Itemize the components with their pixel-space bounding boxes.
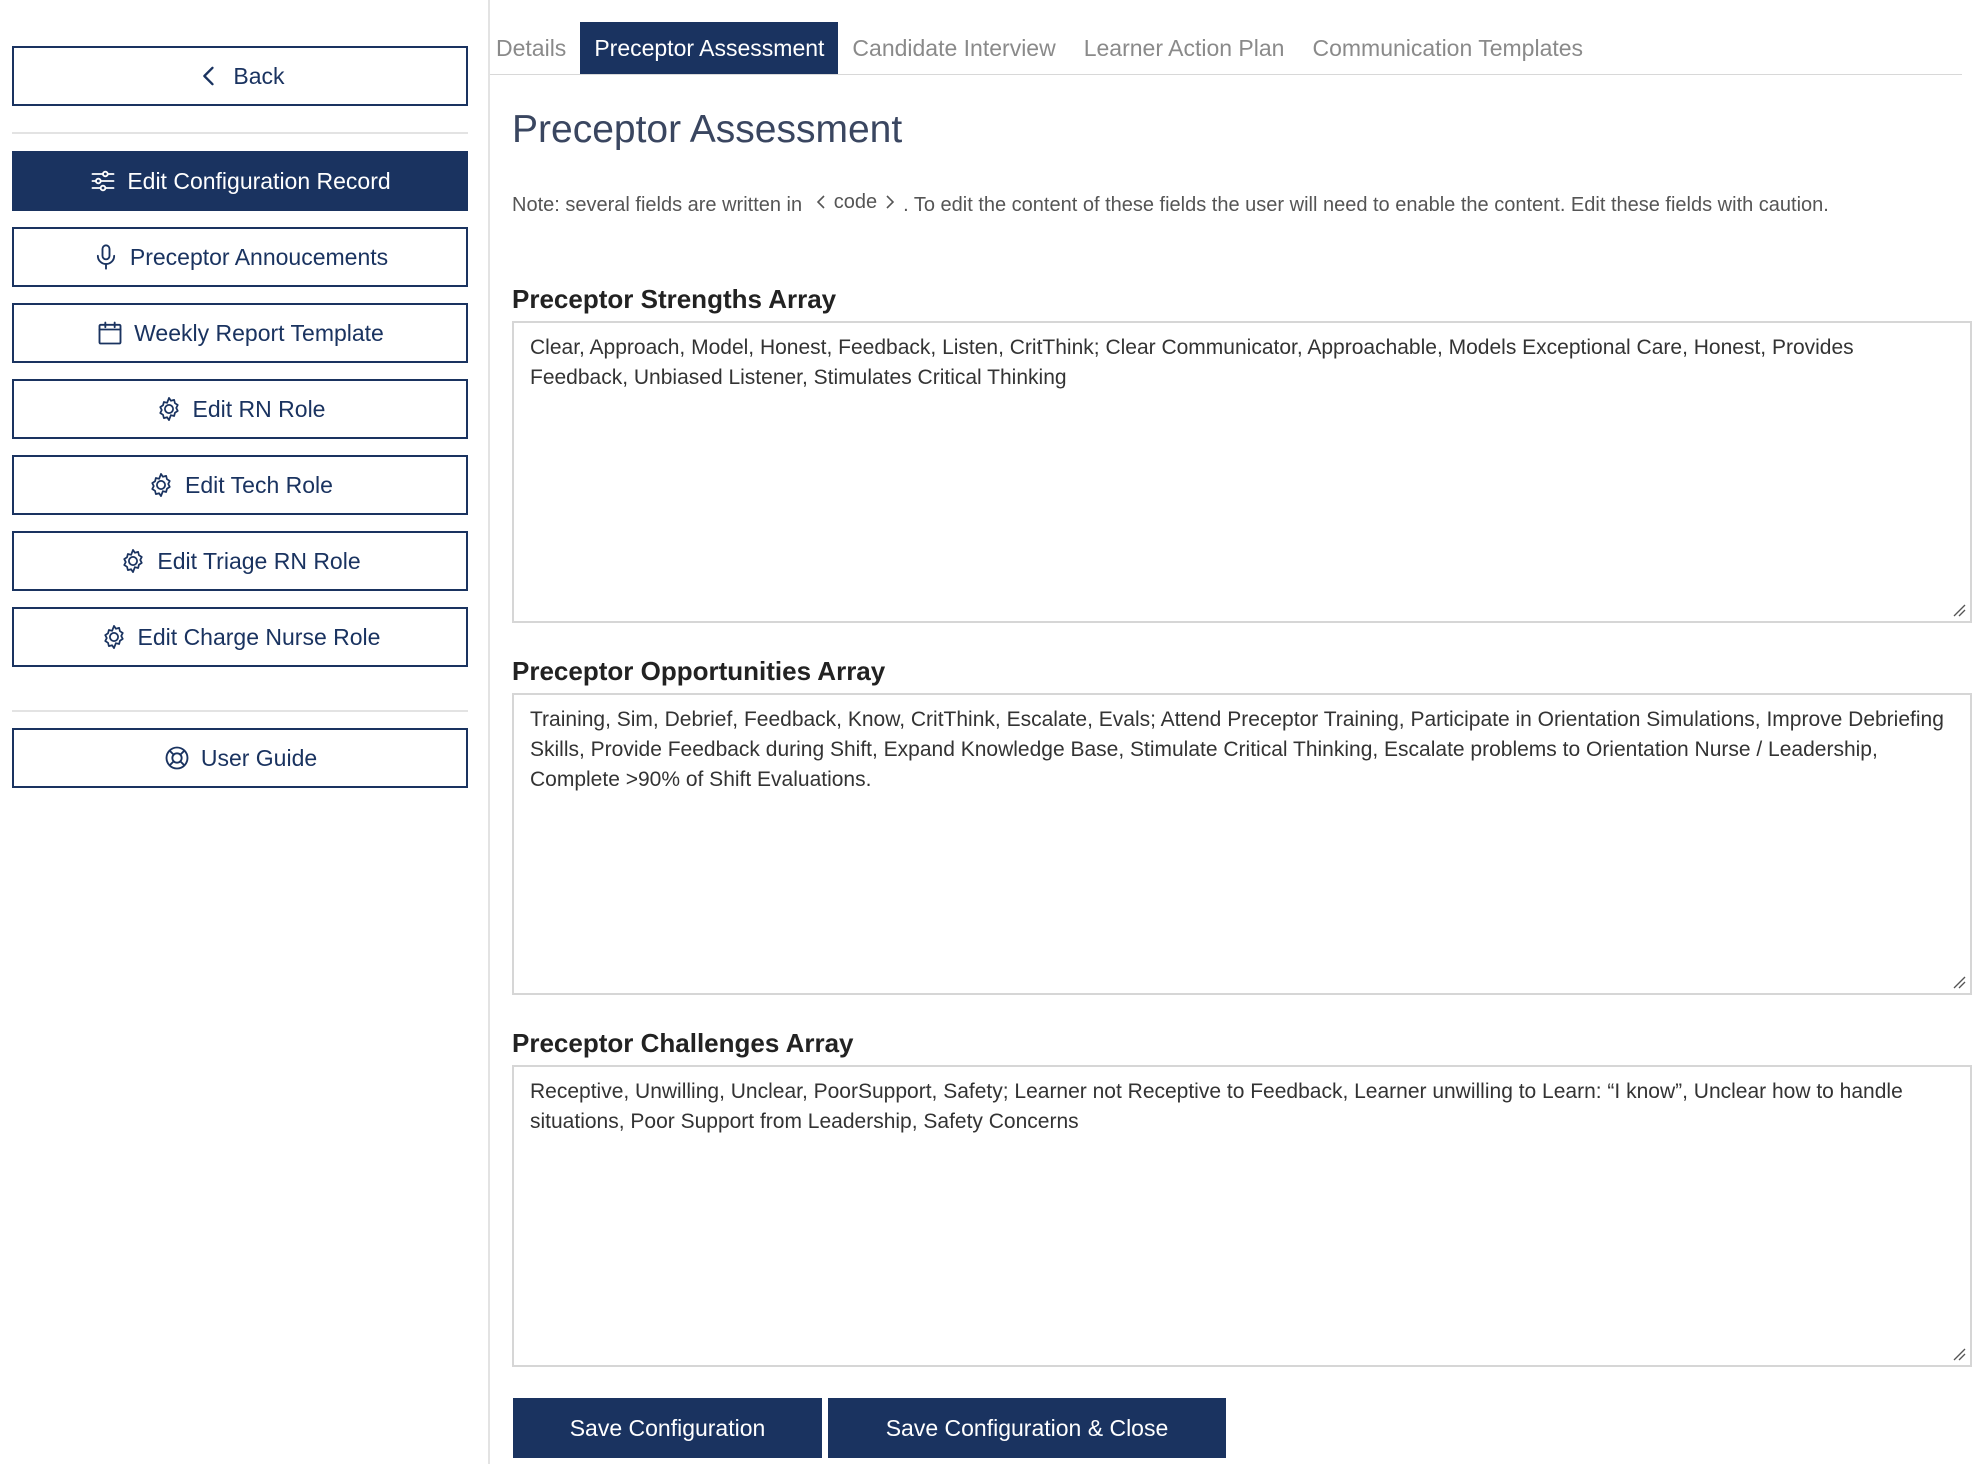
sidebar-item-weekly-report-template[interactable] bbox=[12, 303, 468, 363]
back-label: Back bbox=[233, 62, 285, 89]
strengths-textarea[interactable] bbox=[512, 321, 1972, 623]
main-content bbox=[512, 74, 1964, 221]
caution-note bbox=[512, 186, 1964, 221]
sidebar-item-label: Edit Triage RN Role bbox=[157, 547, 361, 574]
lifebuoy-icon bbox=[163, 744, 191, 772]
chevron-left-icon bbox=[195, 62, 223, 90]
field-value: Clear, Approach, Model, Honest, Feedback, Listen, CritThink; Clear Communicator, Approachable, Models Exceptional Care, Honest, Provides Feedback, Unbiased Listener, Stimulates Critical Thinking bbox=[530, 336, 1854, 389]
field-label: Preceptor Challenges Array bbox=[512, 1028, 854, 1058]
sidebar-item-edit-charge-nurse-role[interactable] bbox=[12, 607, 468, 667]
sidebar-item-edit-rn-role[interactable] bbox=[12, 379, 468, 439]
field-label: Preceptor Opportunities Array bbox=[512, 656, 886, 686]
sidebar-item-edit-configuration-record[interactable] bbox=[12, 151, 468, 211]
resize-handle-icon[interactable] bbox=[1952, 603, 1966, 617]
chevron-left-icon bbox=[814, 193, 828, 211]
sidebar-item-label: Edit Configuration Record bbox=[127, 167, 391, 194]
field-value: Training, Sim, Debrief, Feedback, Know, CritThink, Escalate, Evals; Attend Preceptor Training, Participate in Orientation Simulations, Improve Debriefing Skills, Provide Feedback during Shift, Expand Knowledge Base, Stimulate Critical Thinking, Escalate problems to Orientation Nurse / Leadership, Complete >90% of Shift Evaluations. bbox=[530, 708, 1944, 791]
sidebar-item-label: Edit Charge Nurse Role bbox=[137, 623, 381, 650]
field-label: Preceptor Strengths Array bbox=[512, 284, 837, 314]
chevron-right-icon bbox=[883, 193, 897, 211]
field-preceptor-opportunities bbox=[512, 656, 1972, 995]
tab-candidate-interview[interactable]: Candidate Interview bbox=[852, 34, 1056, 61]
sidebar-item-edit-triage-rn-role[interactable] bbox=[12, 531, 468, 591]
field-value: Receptive, Unwilling, Unclear, PoorSupport, Safety; Learner not Receptive to Feedback, Learner unwilling to Learn: “I know”, Unclear how to handle situations, Poor Support from Leadership, Safety Concerns bbox=[530, 1080, 1903, 1133]
user-guide-button[interactable] bbox=[12, 728, 468, 788]
resize-handle-icon[interactable] bbox=[1952, 1347, 1966, 1361]
resize-handle-icon[interactable] bbox=[1952, 975, 1966, 989]
gear-icon bbox=[147, 471, 175, 499]
note-prefix: Note: several fields are written in bbox=[512, 194, 803, 216]
save-configuration-button[interactable]: Save Configuration bbox=[513, 1398, 822, 1458]
tab-learner-action-plan[interactable]: Learner Action Plan bbox=[1083, 34, 1285, 61]
save-configuration-close-button[interactable]: Save Configuration & Close bbox=[828, 1398, 1226, 1458]
sidebar-divider bbox=[12, 710, 468, 712]
gear-icon bbox=[100, 623, 128, 651]
code-tag bbox=[814, 186, 897, 218]
sidebar-item-label: Edit Tech Role bbox=[185, 471, 333, 498]
sidebar-item-edit-tech-role[interactable] bbox=[12, 455, 468, 515]
gear-icon bbox=[155, 395, 183, 423]
sidebar-item-label: Preceptor Annoucements bbox=[129, 243, 389, 270]
sidebar bbox=[0, 0, 490, 1464]
field-preceptor-challenges bbox=[512, 1028, 1972, 1367]
field-preceptor-strengths bbox=[512, 284, 1972, 623]
tab-communication-templates[interactable]: Communication Templates bbox=[1312, 34, 1584, 61]
page-title: Preceptor Assessment bbox=[512, 108, 903, 151]
sliders-icon bbox=[89, 167, 117, 195]
gear-icon bbox=[119, 547, 147, 575]
tab-preceptor-assessment[interactable]: Preceptor Assessment bbox=[580, 22, 838, 74]
tab-bar bbox=[490, 22, 1962, 75]
challenges-textarea[interactable] bbox=[512, 1065, 1972, 1367]
back-button[interactable] bbox=[12, 46, 468, 106]
opportunities-textarea[interactable] bbox=[512, 693, 1972, 995]
user-guide-label: User Guide bbox=[200, 744, 318, 771]
calendar-icon bbox=[96, 319, 124, 347]
tab-details[interactable]: Details bbox=[496, 34, 567, 61]
sidebar-item-label: Weekly Report Template bbox=[134, 319, 384, 346]
sidebar-divider bbox=[12, 132, 468, 134]
sidebar-item-preceptor-annoucements[interactable] bbox=[12, 227, 468, 287]
note-code: code bbox=[833, 191, 878, 213]
sidebar-item-label: Edit RN Role bbox=[192, 395, 326, 422]
microphone-icon bbox=[92, 243, 120, 271]
note-suffix: . To edit the content of these fields the user will need to enable the content. Edit these fields with caution. bbox=[903, 194, 1829, 216]
